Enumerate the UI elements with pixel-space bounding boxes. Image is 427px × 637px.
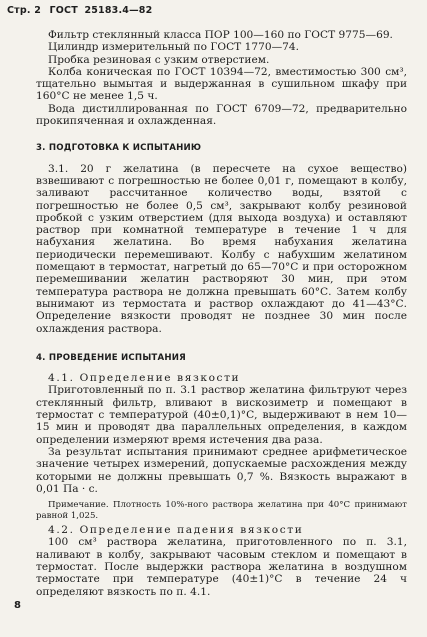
page-label: Стр. 2 — [7, 5, 42, 16]
section-3-1-text: 3.1. 20 г желатина (в пересчете на сухое вещество) взвешивают с погрешностью не более 0,01 г, помещают в колбу, заливают рассчитанное количество воды, взятой с погрешностью не более 0,5 см³, закрывают колбу резиновой пробкой с узким отверстием (для выхода воздуха) и оставляют раствор при комнатной температуре в течение 1 ч для набухания желатина. Во время набухания желатина периодически перемешивают. Колбу с набухшим желатином помещают в термостат, нагретый до 65—70°С и при осторожном перемешивании желатин растворяют 30 мин, при этом температура раствора не должна превышать 60°С. Затем колбу вынимают из термостата и раствор охлаждают до 41—43°С. Определение вязкости проводят не позднее 30 мин после охлаждения раствора. — [36, 162, 407, 335]
equipment-line-flask: Колба коническая по ГОСТ 10394—72, вместимостью 300 см³, тщательно вымытая и выдержанная в сушильном шкафу при 160°С не менее 1,5 ч. — [36, 65, 407, 103]
page-number: 8 — [14, 600, 21, 611]
section-3-title: 3. ПОДГОТОВКА К ИСПЫТАНИЮ — [36, 143, 202, 154]
section-4-1-result: За результат испытания принимают среднее арифметическое значение четырех измерений, допускаемые расхождения между которыми не должны превышать 0,7 %. Вязкость выражают в 0,01 Па · с. — [36, 445, 407, 495]
equipment-line-filter: Фильтр стеклянный класса ПОР 100—160 по ГОСТ 9775—69. — [48, 29, 393, 41]
section-4-1-heading: 4.1. Определение вязкости — [48, 372, 241, 385]
section-4-1-text: Приготовленный по п. 3.1 раствор желатина фильтруют через стеклянный фильтр, вливают в вискозиметр и помещают в термостат с температурой (40±0,1)°С, выдерживают в нем 10—15 мин и проводят два параллельных определения, в каждом определении измеряют время истечения два раза. — [36, 384, 407, 446]
gost-label: ГОСТ — [49, 5, 78, 16]
page-header — [7, 5, 152, 16]
section-4-2-heading: 4.2. Определение падения вязкости — [48, 524, 304, 537]
equipment-line-cylinder: Цилиндр измерительный по ГОСТ 1770—74. — [48, 41, 300, 54]
equipment-line-stopper: Пробка резиновая с узким отверстием. — [48, 53, 270, 66]
note: Примечание. Плотность 10%-ного раствора желатина при 40°С принимают равной 1,025. — [36, 500, 407, 522]
section-4-2-text: 100 см³ раствора желатина, приготовленного по п. 3.1, наливают в колбу, закрывают часовым стеклом и помещают в термостат. После выдержки раствора желатина в воздушном термостате при температуре (40±1)°С в течение 24 ч определяют вязкость по п. 4.1. — [36, 536, 407, 598]
section-4-title: 4. ПРОВЕДЕНИЕ ИСПЫТАНИЯ — [36, 352, 186, 363]
equipment-line-water: Вода дистиллированная по ГОСТ 6709—72, предварительно прокипяченная и охлажденная. — [36, 102, 407, 128]
gost-number: 25183.4—82 — [84, 5, 153, 16]
document-body — [36, 29, 407, 598]
